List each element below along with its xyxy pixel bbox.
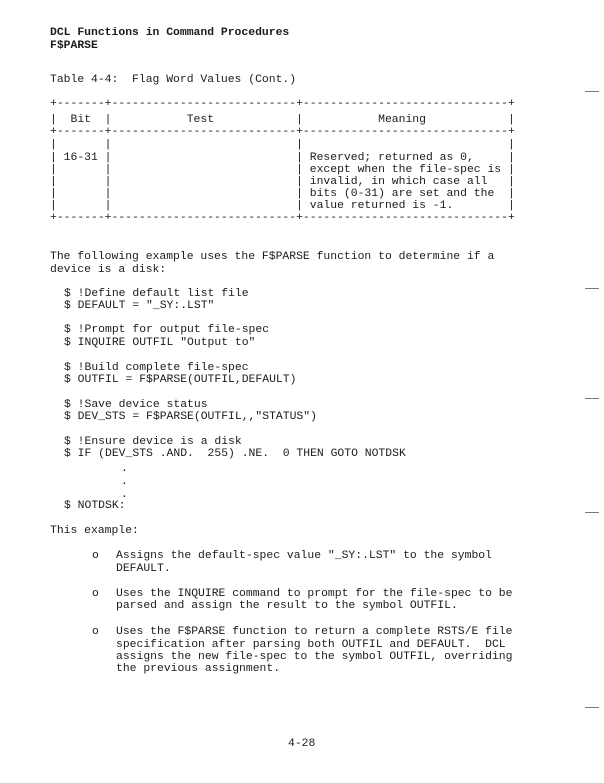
table-row: | | | invalid, in which case all |: [50, 176, 515, 188]
table-row: | 16-31 | | Reserved; returned as 0, |: [50, 152, 515, 164]
code-line: $ !Prompt for output file-spec: [64, 324, 270, 336]
code-line: $ OUTFIL = F$PARSE(OUTFIL,DEFAULT): [64, 374, 297, 386]
table-header-row: | Bit | Test | Meaning |: [50, 114, 515, 126]
table-border-mid: +-------+---------------------------+------------------------------+: [50, 126, 515, 138]
table-row: | | | bits (0-31) are set and the |: [50, 188, 515, 200]
margin-mark: [585, 398, 599, 399]
code-line: $ !Save device status: [64, 399, 208, 411]
table-row: | | | value returned is -1. |: [50, 200, 515, 212]
ellipsis-dot: .: [121, 463, 128, 475]
margin-mark: [585, 288, 599, 289]
code-line: $ DEFAULT = "_SY:.LST": [64, 300, 215, 312]
list-item-line: specification after parsing both OUTFIL and DEFAULT. DCL: [116, 639, 506, 651]
list-item-line: assigns the new file-spec to the symbol OUTFIL, overriding: [116, 651, 513, 663]
intro-line-2: device is a disk:: [50, 264, 167, 276]
ellipsis-dot: .: [121, 476, 128, 488]
code-line: $ IF (DEV_STS .AND. 255) .NE. 0 THEN GOTO NOTDSK: [64, 448, 406, 460]
bullet-marker: o: [92, 626, 99, 638]
table-row: | | | except when the file-spec is |: [50, 164, 515, 176]
page-number: 4-28: [288, 738, 316, 750]
list-item-line: Uses the F$PARSE function to return a complete RSTS/E file: [116, 626, 513, 638]
section-title: DCL Functions in Command Procedures: [50, 27, 290, 39]
table-border-top: +-------+---------------------------+------------------------------+: [50, 98, 515, 110]
bullet-marker: o: [92, 588, 99, 600]
code-line: $ !Ensure device is a disk: [64, 436, 242, 448]
code-line: $ NOTDSK:: [64, 500, 126, 512]
code-line: $ DEV_STS = F$PARSE(OUTFIL,,"STATUS"): [64, 411, 317, 423]
margin-mark: [585, 707, 599, 708]
list-item-line: Assigns the default-spec value "_SY:.LST" to the symbol: [116, 550, 492, 562]
intro-line-1: The following example uses the F$PARSE function to determine if a: [50, 251, 495, 263]
ellipsis-dot: .: [121, 489, 128, 501]
code-line: $ !Define default list file: [64, 288, 249, 300]
list-item-line: DEFAULT.: [116, 563, 171, 575]
code-line: $ INQUIRE OUTFIL "Output to": [64, 337, 256, 349]
list-item-line: Uses the INQUIRE command to prompt for the file-spec to be: [116, 588, 513, 600]
function-name: F$PARSE: [50, 40, 98, 52]
list-item-line: the previous assignment.: [116, 663, 281, 675]
explanation-lead: This example:: [50, 525, 139, 537]
table-border-bottom: +-------+---------------------------+------------------------------+: [50, 212, 515, 224]
margin-mark: [585, 512, 599, 513]
bullet-marker: o: [92, 550, 99, 562]
list-item-line: parsed and assign the result to the symbol OUTFIL.: [116, 600, 458, 612]
table-caption: Table 4-4: Flag Word Values (Cont.): [50, 74, 297, 86]
table-empty-row: | | | |: [50, 139, 515, 151]
code-line: $ !Build complete file-spec: [64, 362, 249, 374]
margin-mark: [585, 91, 599, 92]
